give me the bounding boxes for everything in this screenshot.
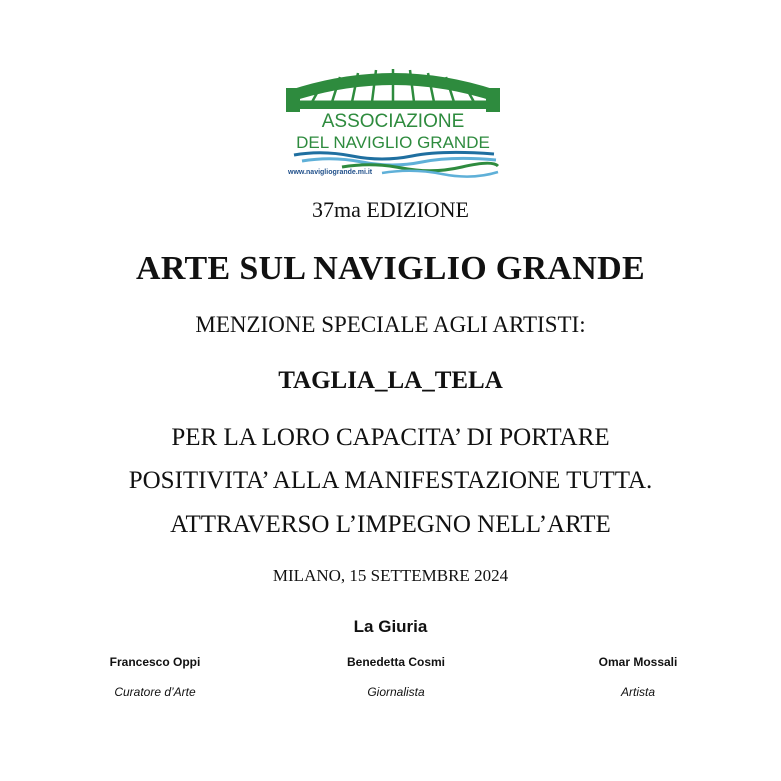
artist-name: TAGLIA_LA_TELA [278,367,503,394]
motivation-line-2: POSITIVITA’ ALLA MANIFESTAZIONE TUTTA. [128,467,653,494]
page-title: ARTE SUL NAVIGLIO GRANDE [136,250,645,287]
jury-member [45,655,265,699]
jury-member-role: Giornalista [367,685,425,699]
jury-member-role: Artista [620,685,655,699]
bridge-logo-graphic [282,62,504,182]
jury-member [286,655,506,699]
jury-member-name: Omar Mossali [598,655,678,669]
association-logo [282,62,504,182]
jury-heading: La Giuria [353,617,428,636]
bridge-icon [286,69,500,112]
motivation-line-3: ATTRAVERSO L’IMPEGNO NELL’ARTE [170,511,611,538]
jury-member-name: Francesco Oppi [109,655,201,669]
logo-line1: ASSOCIAZIONE [321,111,465,132]
jury-member-name: Benedetta Cosmi [346,655,446,669]
jury-member [528,655,748,699]
mention-heading: MENZIONE SPECIALE AGLI ARTISTI: [195,312,586,337]
jury-member-role: Curatore d’Arte [114,685,196,699]
edition-label: 37ma EDIZIONE [311,197,469,222]
logo-line2: DEL NAVIGLIO GRANDE [296,133,490,152]
place-date: MILANO, 15 SETTEMBRE 2024 [272,566,509,585]
motivation-line-1: PER LA LORO CAPACITA’ DI PORTARE [171,424,610,451]
logo-url: www.navigliogrande.mi.it [288,169,373,176]
